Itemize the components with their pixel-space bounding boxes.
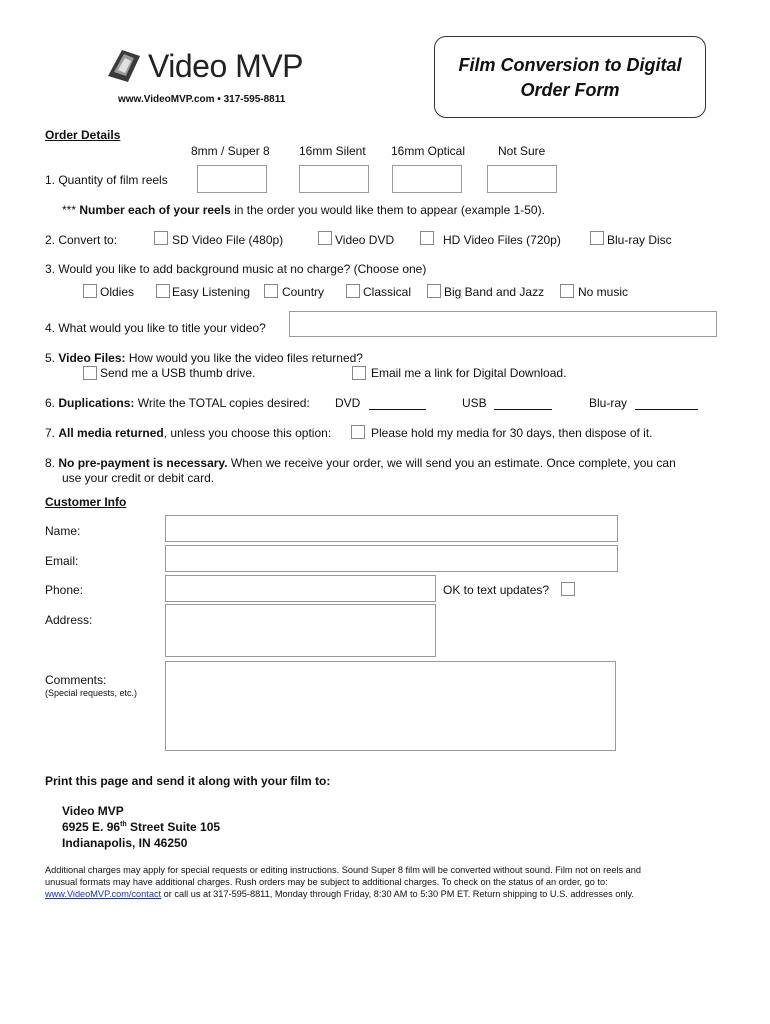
video-files-question <box>45 351 363 365</box>
q7-bold: All media returned <box>58 426 164 440</box>
mailing-city: Indianapolis, IN 46250 <box>62 836 188 850</box>
duplications-question <box>45 396 310 410</box>
contact-link[interactable]: www.VideoMVP.com/contact <box>45 889 162 899</box>
comments-label: Comments: <box>45 673 107 687</box>
dvd-copies-line[interactable] <box>369 409 426 410</box>
contact-line: www.VideoMVP.com • 317-595-8811 <box>118 94 286 105</box>
music-easy-listening-checkbox[interactable] <box>156 284 170 298</box>
text-updates-checkbox[interactable] <box>561 582 575 596</box>
convert-hd-label: HD Video Files (720p) <box>443 233 561 247</box>
convert-dvd-label: Video DVD <box>335 233 395 247</box>
footer-line-1: Additional charges may apply for special requests or editing instructions. Sound Super 8 film will be converted without sound. Film not on reels and <box>45 865 641 875</box>
convert-bluray-label: Blu-ray Disc <box>607 233 672 247</box>
film-type-16mm-optical-header: 16mm Optical <box>391 144 466 158</box>
q6-number: 6. <box>45 396 56 410</box>
quantity-not-sure-input[interactable] <box>487 165 557 193</box>
convert-dvd-checkbox[interactable] <box>318 231 332 245</box>
music-classical-checkbox[interactable] <box>346 284 360 298</box>
video-title-input[interactable] <box>289 311 717 337</box>
q5-number: 5. <box>45 351 56 365</box>
prepayment-statement <box>45 456 676 470</box>
usb-drive-label: Send me a USB thumb drive. <box>100 366 256 380</box>
music-classical-label: Classical <box>363 285 412 299</box>
media-returned-statement <box>45 426 331 440</box>
music-easy-listening-label: Easy Listening <box>172 285 251 299</box>
quantity-8mm-input[interactable] <box>197 165 267 193</box>
form-title-box <box>434 36 706 118</box>
mailing-street <box>62 820 220 834</box>
quantity-label: 1. Quantity of film reels <box>45 173 168 187</box>
music-oldies-label: Oldies <box>100 285 135 299</box>
street-suffix: th <box>120 821 127 828</box>
dvd-copies-label: DVD <box>335 396 361 410</box>
street-rest: Street Suite 105 <box>126 820 221 834</box>
film-reel-logo-icon <box>104 46 144 86</box>
q5-rest: How would you like the video files returned? <box>128 351 363 365</box>
footer-line-3 <box>45 889 634 899</box>
street-number: 6925 E. 96 <box>62 820 121 834</box>
customer-info-heading: Customer Info <box>45 495 127 509</box>
phone-label: Phone: <box>45 583 84 597</box>
reel-numbering-note <box>62 203 545 217</box>
music-country-checkbox[interactable] <box>264 284 278 298</box>
q6-rest: Write the TOTAL copies desired: <box>137 396 310 410</box>
order-details-heading: Order Details <box>45 128 121 142</box>
q8-rest: When we receive your order, we will send you an estimate. Once complete, you can <box>230 456 676 470</box>
q5-bold: Video Files: <box>58 351 126 365</box>
digital-download-checkbox[interactable] <box>352 366 366 380</box>
convert-sd-label: SD Video File (480p) <box>172 233 284 247</box>
bluray-copies-label: Blu-ray <box>589 396 628 410</box>
footer-line-3-rest: or call us at 317-595-8811, Monday through Friday, 8:30 AM to 5:30 PM ET. Return shipping to U.S. addresses only. <box>161 889 634 899</box>
music-oldies-checkbox[interactable] <box>83 284 97 298</box>
video-title-label: 4. What would you like to title your video? <box>45 321 266 335</box>
text-updates-label: OK to text updates? <box>443 583 550 597</box>
note-prefix: *** <box>62 203 77 217</box>
form-title-line-2: Order Form <box>520 80 620 100</box>
q7-number: 7. <box>45 426 56 440</box>
q8-bold: No pre-payment is necessary. <box>58 456 228 470</box>
comments-input[interactable] <box>165 661 616 751</box>
convert-to-label: 2. Convert to: <box>45 233 118 247</box>
music-big-band-label: Big Band and Jazz <box>444 285 545 299</box>
name-label: Name: <box>45 524 81 538</box>
address-label: Address: <box>45 613 93 627</box>
convert-sd-checkbox[interactable] <box>154 231 168 245</box>
quantity-16mm-optical-input[interactable] <box>392 165 462 193</box>
footer-line-2: unusual formats may have additional charges. Rush orders may be subject to additional charges. To check on the status of an order, go to: <box>45 877 608 887</box>
hold-media-label: Please hold my media for 30 days, then dispose of it. <box>371 426 653 440</box>
bluray-copies-line[interactable] <box>635 409 698 410</box>
usb-drive-checkbox[interactable] <box>83 366 97 380</box>
q7-rest: , unless you choose this option: <box>163 426 332 440</box>
music-country-label: Country <box>282 285 325 299</box>
q8-number: 8. <box>45 456 56 470</box>
music-question: 3. Would you like to add background music at no charge? (Choose one) <box>45 262 427 276</box>
mailing-name: Video MVP <box>62 804 124 818</box>
music-none-checkbox[interactable] <box>560 284 574 298</box>
prepayment-line-2: use your credit or debit card. <box>62 471 215 485</box>
usb-copies-label: USB <box>462 396 487 410</box>
film-type-16mm-silent-header: 16mm Silent <box>299 144 366 158</box>
convert-hd-checkbox[interactable] <box>420 231 434 245</box>
address-input[interactable] <box>165 604 436 657</box>
usb-copies-line[interactable] <box>494 409 552 410</box>
phone-input[interactable] <box>165 575 436 602</box>
form-title-line-1: Film Conversion to Digital <box>458 55 682 75</box>
music-none-label: No music <box>578 285 629 299</box>
brand-logo-text: Video MVP <box>148 48 303 84</box>
mailing-instruction: Print this page and send it along with your film to: <box>45 774 331 788</box>
hold-media-checkbox[interactable] <box>351 425 365 439</box>
quantity-16mm-silent-input[interactable] <box>299 165 369 193</box>
music-big-band-checkbox[interactable] <box>427 284 441 298</box>
email-label: Email: <box>45 554 79 568</box>
q6-bold: Duplications: <box>58 396 135 410</box>
note-bold: Number each of your reels <box>79 203 231 217</box>
film-type-8mm-header: 8mm / Super 8 <box>191 144 270 158</box>
film-type-not-sure-header: Not Sure <box>498 144 546 158</box>
email-input[interactable] <box>165 545 618 572</box>
name-input[interactable] <box>165 515 618 542</box>
comments-sub-label: (Special requests, etc.) <box>45 688 138 698</box>
digital-download-label: Email me a link for Digital Download. <box>371 366 567 380</box>
convert-bluray-checkbox[interactable] <box>590 231 604 245</box>
note-rest: in the order you would like them to appear (example 1-50). <box>234 203 545 217</box>
